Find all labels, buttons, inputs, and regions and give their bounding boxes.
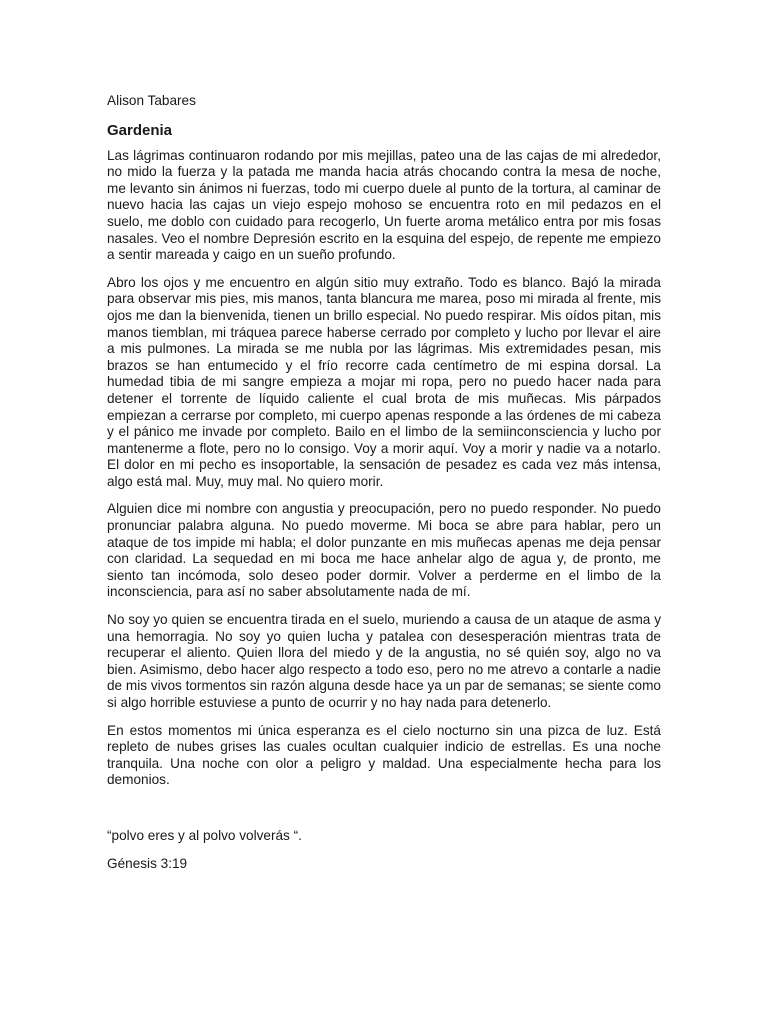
closing-quote: “polvo eres y al polvo volverás “. xyxy=(107,827,302,843)
paragraph-5: En estos momentos mi única esperanza es el cielo nocturno sin una pizca de luz. Está repleto de nubes grises las cuales ocultan cualquier indicio de estrellas. Es una noche tranquila. Una noche con olor a peligro y maldad. Una especialmente hecha para los demonios. xyxy=(107,722,661,788)
quote-reference: Génesis 3:19 xyxy=(107,855,188,871)
paragraph-2: Abro los ojos y me encuentro en algún sitio muy extraño. Todo es blanco. Bajó la mirada para observar mis pies, mis manos, tanta blancura me marea, poso mi mirada al frente, mis ojos me dan la bienvenida, tienen un brillo especial. No puedo respirar. Mis oídos pitan, mis manos tiemblan, mi tráquea parece haberse cerrado por completo y lucho por llevar el aire a mis pulmones. La mirada se me nubla por las lágrimas. Mis extremidades pesan, mis brazos se han entumecido y el frío recorre cada centímetro de mi espina dorsal. La humedad tibia de mi sangre empieza a mojar mi ropa, pero no puedo hacer nada para detener el torrente de líquido caliente el cual brota de mis muñecas. Mis párpados empiezan a cerrarse por completo, mi cuerpo apenas responde a las órdenes de mi cabeza y el pánico me invade por completo. Bailo en el limbo de la semiinconsciencia y lucho por mantenerme a flote, pero no lo consigo. Voy a morir aquí. Voy a morir y nadie va a notarlo. El dolor en mi pecho es insoportable, la sensación de pesadez es cada vez más intensa, algo está mal. Muy, muy mal. No quiero morir. xyxy=(107,274,661,489)
author-name: Alison Tabares xyxy=(107,93,196,108)
paragraph-3: Alguien dice mi nombre con angustia y preocupación, pero no puedo responder. No puedo pronunciar palabra alguna. No puedo moverme. Mi boca se abre para hablar, pero un ataque de tos impide mi habla; el dolor punzante en mis muñecas apenas me deja pensar con claridad. La sequedad en mi boca me hace anhelar algo de agua y, de pronto, me siento tan incómoda, solo deseo poder dormir. Volver a perderme en el limbo de la inconsciencia, para así no saber absolutamente nada de mí. xyxy=(107,501,661,600)
document-body xyxy=(107,93,661,872)
document-title: Gardenia xyxy=(107,121,173,139)
paragraph-4: No soy yo quien se encuentra tirada en el suelo, muriendo a causa de un ataque de asma y una hemorragia. No soy yo quien lucha y patalea con desesperación mientras trata de recuperar el aliento. Quien llora del miedo y de la angustia, no sé quién soy, algo no va bien. Asimismo, debo hacer algo respecto a todo eso, pero no me atrevo a contarle a nadie de mis vivos tormentos sin razón alguna desde hace ya un par de semanas; se siente como si algo horrible estuviese a punto de ocurrir y no hay nada para detenerlo. xyxy=(107,612,661,710)
paragraph-1: Las lágrimas continuaron rodando por mis mejillas, pateo una de las cajas de mi alrededor, no mido la fuerza y la patada me manda hacia atrás chocando contra la mesa de noche, me levanto sin ánimos ni fuerzas, todo mi cuerpo duele al punto de la tortura, al caminar de nuevo hacia las cajas un viejo espejo mohoso se encuentra roto en mil pedazos en el suelo, me doblo con cuidado para recogerlo, Un fuerte aroma metálico entra por mis fosas nasales. Veo el nombre Depresión escrito en la esquina del espejo, de repente me empiezo a sentir mareada y caigo en un sueño profundo. xyxy=(107,147,661,263)
section-spacer xyxy=(107,800,661,828)
